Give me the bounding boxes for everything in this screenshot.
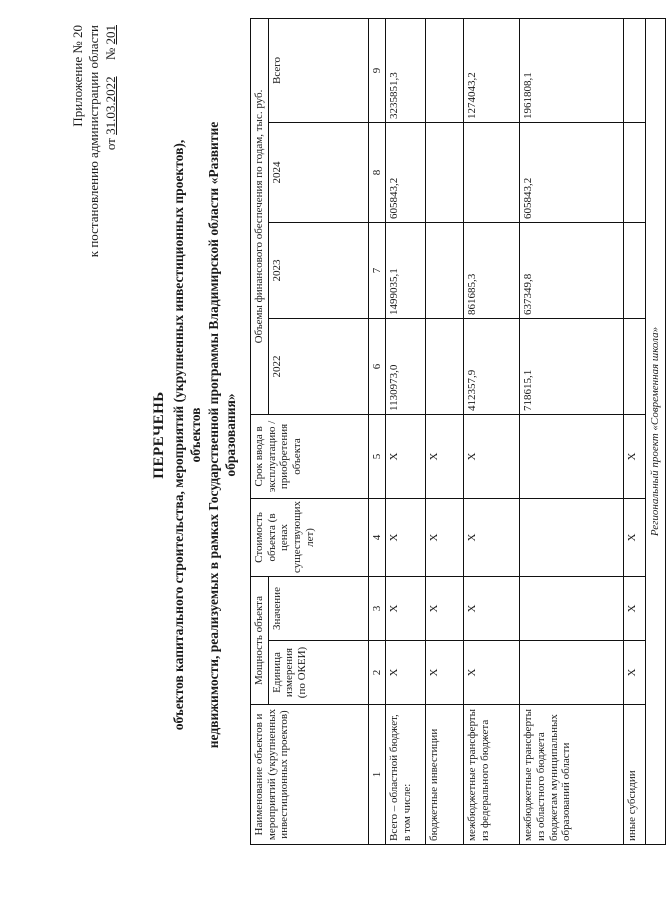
header-funding: Объемы финансового обеспечения по годам, тыс. руб. bbox=[251, 18, 269, 414]
header-name: Наименование объектов и мероприятий (укрупненных инвестиционных проектов) bbox=[251, 705, 369, 845]
title-heading: ПЕРЕЧЕНЬ bbox=[151, 391, 167, 479]
table-row bbox=[426, 18, 464, 844]
row-total: 3235851,3 bbox=[386, 18, 426, 122]
table-row bbox=[624, 18, 646, 844]
section-row bbox=[646, 18, 666, 844]
row-2023: 637349,8 bbox=[520, 222, 624, 318]
row-total: 1961808,1 bbox=[520, 18, 624, 122]
row-value bbox=[520, 576, 624, 640]
column-numbers-row bbox=[368, 18, 386, 844]
col-number: 5 bbox=[368, 414, 386, 498]
section-label: Региональный проект «Современная школа» bbox=[646, 18, 666, 844]
row-name: межбюджетные трансферты из областного бюджета бюджетам муниципальных образований области bbox=[520, 705, 624, 845]
header-cost: Стоимость объекта (в ценах существующих лет) bbox=[251, 498, 369, 576]
appendix-block bbox=[70, 25, 119, 385]
objects-table bbox=[250, 18, 666, 845]
row-unit: Х bbox=[386, 641, 426, 705]
header-2023: 2023 bbox=[268, 222, 368, 318]
col-number: 1 bbox=[368, 705, 386, 845]
header-2024: 2024 bbox=[268, 122, 368, 222]
row-unit bbox=[520, 641, 624, 705]
row-cost bbox=[520, 498, 624, 576]
row-value: Х bbox=[426, 576, 464, 640]
row-term: Х bbox=[624, 414, 646, 498]
row-cost: Х bbox=[624, 498, 646, 576]
appendix-number-sign: № bbox=[102, 47, 118, 61]
appendix-date-line bbox=[103, 25, 119, 385]
document-title bbox=[150, 115, 240, 755]
row-value: Х bbox=[464, 576, 520, 640]
row-name: иные субсидии bbox=[624, 705, 646, 845]
col-number: 7 bbox=[368, 222, 386, 318]
row-value: Х bbox=[386, 576, 426, 640]
row-name: бюджетные инвестиции bbox=[426, 705, 464, 845]
row-2024 bbox=[426, 122, 464, 222]
row-2023: 861685,3 bbox=[464, 222, 520, 318]
row-2022: 412357,9 bbox=[464, 318, 520, 414]
row-value: Х bbox=[624, 576, 646, 640]
row-2024: 605843,2 bbox=[386, 122, 426, 222]
title-line-1: объектов капитального строительства, мероприятий (укрупненных инвестиционных проектов), объектов bbox=[170, 139, 204, 731]
row-2024: 605843,2 bbox=[520, 122, 624, 222]
row-2022: 1130973,0 bbox=[386, 318, 426, 414]
row-total bbox=[426, 18, 464, 122]
header-value: Значение bbox=[268, 576, 368, 640]
appendix-doc-number: 201 bbox=[102, 25, 118, 45]
col-number: 3 bbox=[368, 576, 386, 640]
header-term: Срок ввода в эксплуатацию / приобретения объекта bbox=[251, 414, 369, 498]
header-2022: 2022 bbox=[268, 318, 368, 414]
row-2023 bbox=[624, 222, 646, 318]
col-number: 4 bbox=[368, 498, 386, 576]
appendix-from: от bbox=[102, 138, 118, 151]
appendix-number: Приложение № 20 bbox=[70, 25, 85, 127]
header-total: Всего bbox=[268, 18, 368, 122]
col-number: 6 bbox=[368, 318, 386, 414]
row-2022 bbox=[624, 318, 646, 414]
row-term: Х bbox=[426, 414, 464, 498]
table-row bbox=[464, 18, 520, 844]
row-term: Х bbox=[386, 414, 426, 498]
row-2023 bbox=[426, 222, 464, 318]
row-name: межбюджетные трансферты из федерального бюджета bbox=[464, 705, 520, 845]
row-term: Х bbox=[464, 414, 520, 498]
row-2024 bbox=[464, 122, 520, 222]
row-name: Всего – областной бюджет, в том числе: bbox=[386, 705, 426, 845]
row-2022 bbox=[426, 318, 464, 414]
row-2024 bbox=[624, 122, 646, 222]
table-row bbox=[520, 18, 624, 844]
row-cost: Х bbox=[464, 498, 520, 576]
row-term bbox=[520, 414, 624, 498]
appendix-resolution: к постановлению администрации области bbox=[86, 25, 102, 258]
row-unit: Х bbox=[426, 641, 464, 705]
title-line-2: недвижимости, реализуемых в рамках Государственной программы Владимирской области «Развитие bbox=[205, 121, 221, 749]
table-row bbox=[386, 18, 426, 844]
title-line-3: образования» bbox=[223, 393, 239, 477]
col-number: 2 bbox=[368, 641, 386, 705]
row-total: 1274043,2 bbox=[464, 18, 520, 122]
appendix-date: 31.03.2022 bbox=[102, 76, 118, 135]
row-unit: Х bbox=[464, 641, 520, 705]
row-2022: 718615,1 bbox=[520, 318, 624, 414]
row-total bbox=[624, 18, 646, 122]
row-cost: Х bbox=[386, 498, 426, 576]
row-unit: Х bbox=[624, 641, 646, 705]
header-unit: Единица измерения (по ОКЕИ) bbox=[268, 641, 368, 705]
row-2023: 1499035,1 bbox=[386, 222, 426, 318]
col-number: 8 bbox=[368, 122, 386, 222]
header-capacity: Мощность объекта bbox=[251, 576, 269, 704]
col-number: 9 bbox=[368, 18, 386, 122]
row-cost: Х bbox=[426, 498, 464, 576]
